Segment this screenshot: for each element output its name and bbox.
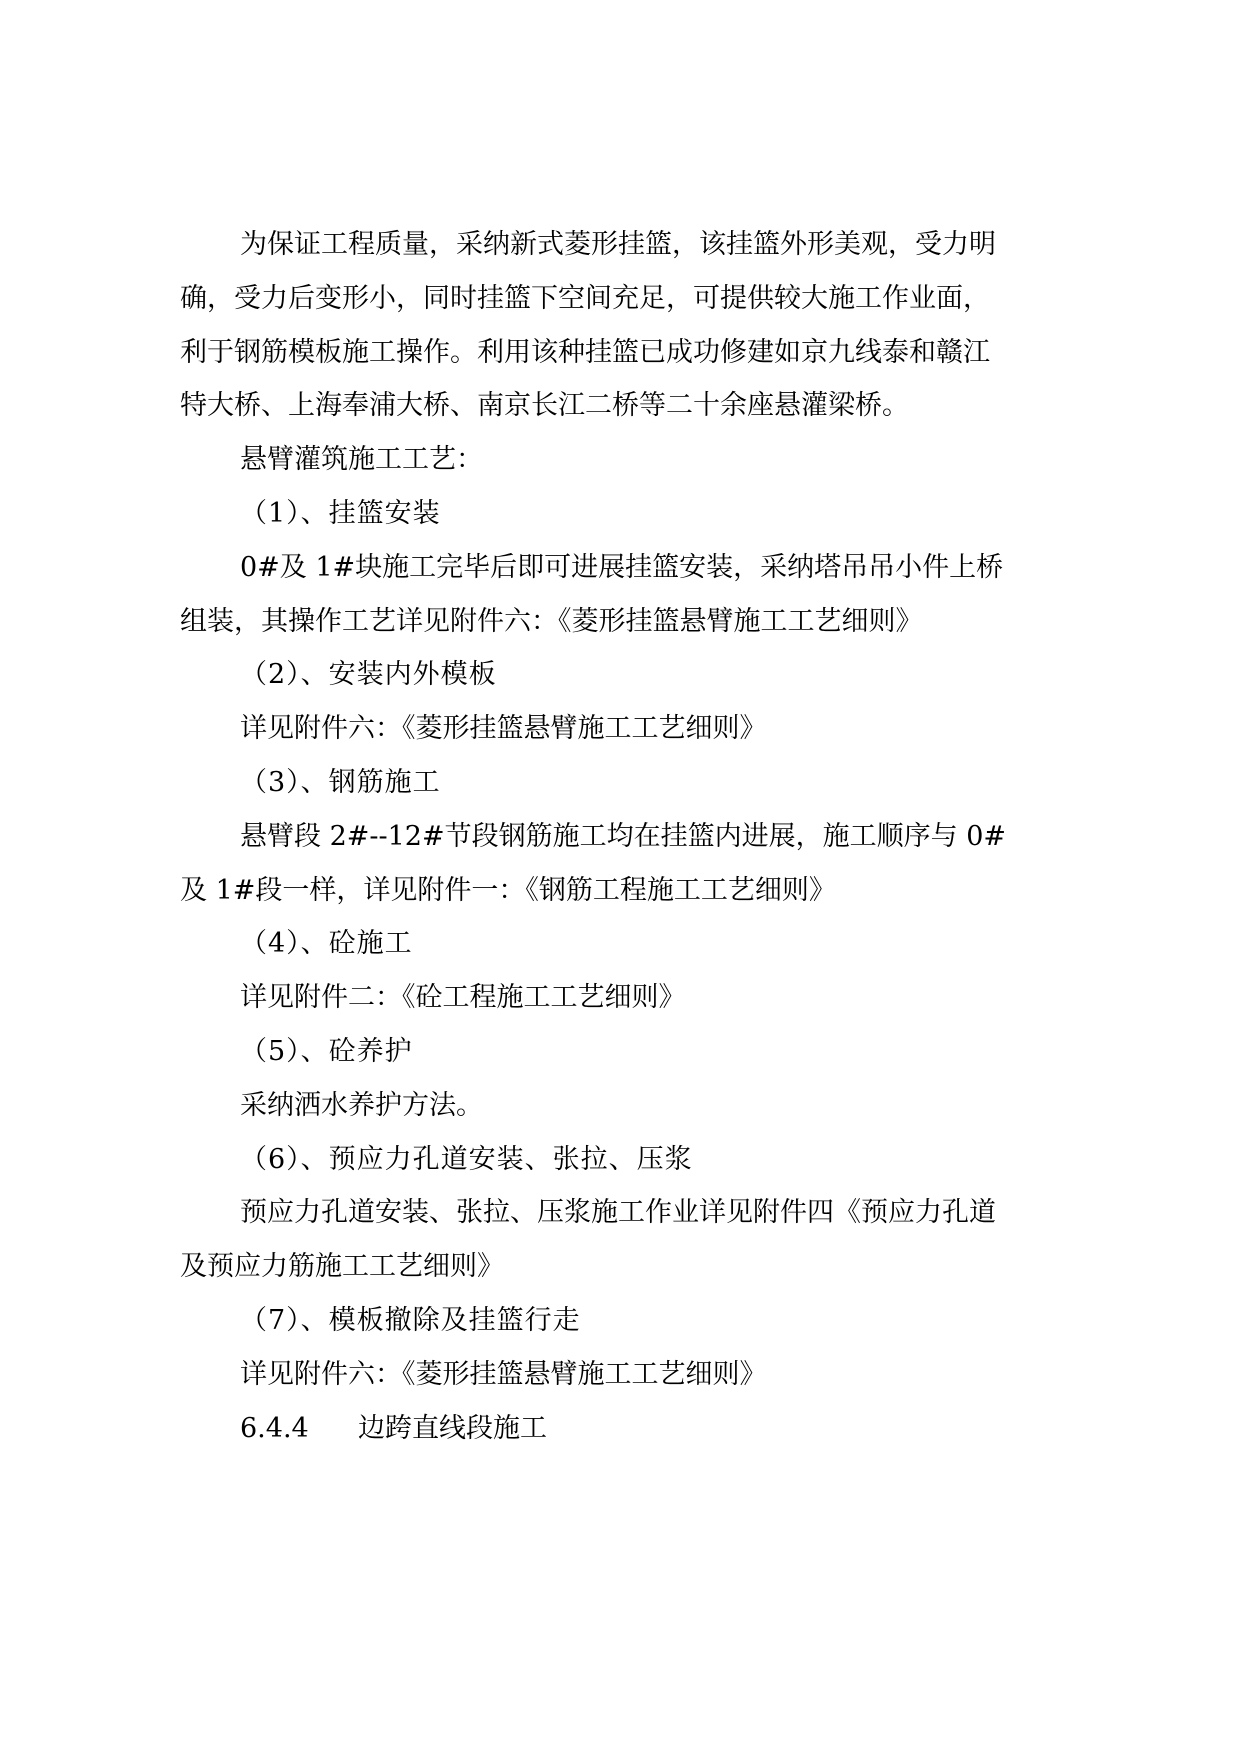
document-page [180,218,1060,1455]
step-text-line: 详见附件六：《菱形挂篮悬臂施工工艺细则》 [240,1358,767,1390]
step-text-line: 详见附件六：《菱形挂篮悬臂施工工艺细则》 [240,713,767,745]
step-title: （6）、预应力孔道安装、张拉、压浆 [240,1143,693,1175]
step-text-line: 及 1#段一样，详见附件一：《钢筋工程施工工艺细则》 [180,874,836,906]
step-text-line: 预应力孔道安装、张拉、压浆施工作业详见附件四《预应力孔道 [240,1197,996,1229]
section-heading [180,1402,1060,1456]
step-text-line: 0#及 1#块施工完毕后即可进展挂篮安装，采纳塔吊吊小件上桥 [240,551,1004,583]
paragraph-line: 确，受力后变形小，同时挂篮下空间充足，可提供较大施工作业面， [180,282,990,314]
process-heading: 悬臂灌筑施工工艺： [240,444,483,476]
step-title: （3）、钢筋施工 [240,766,441,798]
step-title: （5）、砼养护 [240,1035,413,1067]
step-text-line: 详见附件二：《砼工程施工工艺细则》 [240,982,686,1014]
section-title: 边跨直线段施工 [358,1412,547,1444]
step-title: （1）、挂篮安装 [240,497,441,529]
paragraph-line: 特大桥、上海奉浦大桥、南京长江二桥等二十余座悬灌梁桥。 [180,390,909,422]
step-title: （7）、模板撤除及挂篮行走 [240,1304,581,1336]
paragraph-line: 为保证工程质量，采纳新式菱形挂篮，该挂篮外形美观，受力明 [240,229,996,260]
step-text-line: 采纳洒水养护方法。 [240,1089,483,1121]
step-text-line: 及预应力筋施工工艺细则》 [180,1251,504,1283]
step-title: （2）、安装内外模板 [240,659,497,691]
step-title: （4）、砼施工 [240,928,413,960]
section-number: 6.4.4 [240,1412,309,1444]
step-text-line: 悬臂段 2#--12#节段钢筋施工均在挂篮内进展，施工顺序与 0# [240,820,1006,852]
paragraph-line: 利于钢筋模板施工操作。利用该种挂篮已成功修建如京九线泰和赣江 [180,336,990,368]
step-text-line: 组装，其操作工艺详见附件六：《菱形挂篮悬臂施工工艺细则》 [180,605,923,637]
